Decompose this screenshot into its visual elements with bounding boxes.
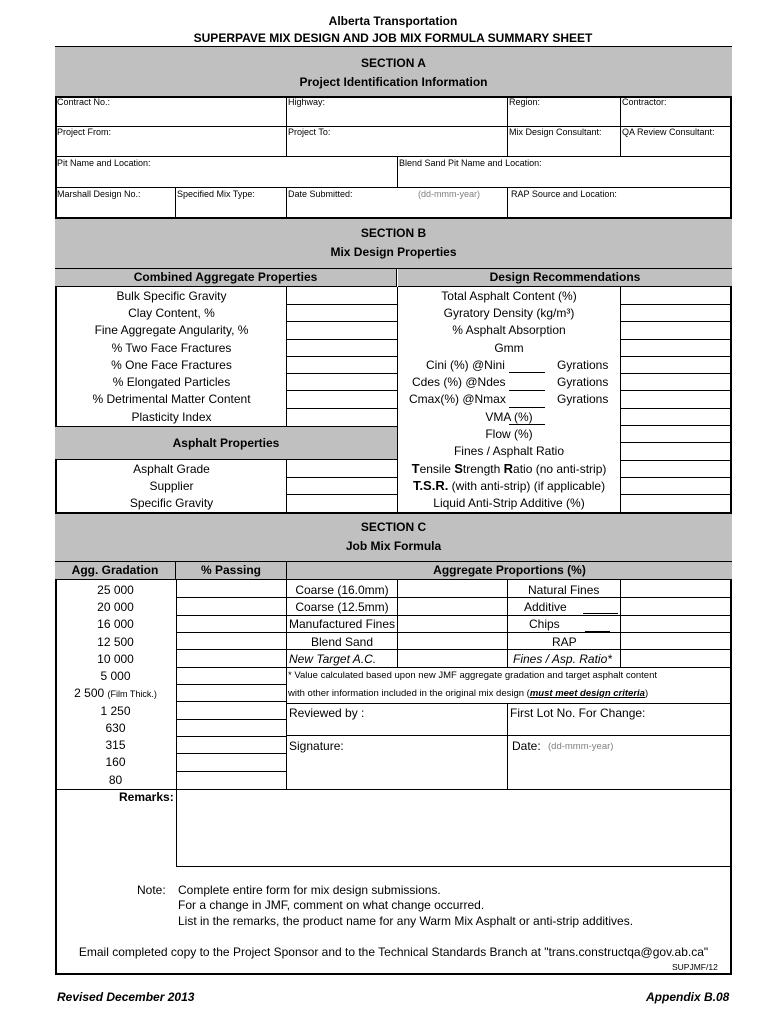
row-line	[286, 321, 397, 322]
note-line-3: List in the remarks, the product name for any Warm Mix Asphalt or anti-strip additives.	[178, 914, 634, 928]
col-line	[286, 187, 287, 218]
total-asphalt-content-label: Total Asphalt Content (%)	[441, 289, 577, 303]
row-line	[286, 494, 397, 495]
coarse-12-5mm-label: Coarse (12.5mm)	[295, 600, 389, 614]
row-line	[286, 408, 397, 409]
sieve-630: 630	[105, 721, 126, 735]
gyratory-density-label: Gyratory Density (kg/m³)	[443, 306, 575, 320]
appendix-label: Appendix B.08	[646, 990, 730, 1004]
revised-date: Revised December 2013	[57, 990, 195, 1004]
sieve-20000: 20 000	[97, 600, 134, 614]
row-line	[286, 632, 732, 633]
col-line	[286, 98, 287, 156]
chips-label: Chips	[529, 617, 560, 631]
row-line	[620, 373, 732, 374]
jmf-note-line2	[288, 688, 648, 699]
rap-label: RAP	[552, 635, 577, 649]
section-b-subtitle: Mix Design Properties	[330, 245, 457, 259]
tsr-no-antistrip-label	[398, 461, 620, 476]
fines-asphalt-ratio-label: Fines / Asphalt Ratio	[453, 444, 565, 458]
marshall-design-no-field[interactable]: Marshall Design No.:	[57, 189, 141, 199]
col-line	[620, 98, 621, 156]
row-line	[286, 703, 732, 704]
jmf-note-line1: * Value calculated based upon new JMF aggregate gradation and target asphalt content	[288, 670, 657, 681]
specific-gravity-label: Specific Gravity	[129, 496, 214, 510]
tsr-word-part: trength	[462, 462, 504, 476]
section-a-subtitle: Project Identification Information	[299, 75, 488, 89]
tsr-word-part: ensile	[419, 462, 455, 476]
row-line	[176, 649, 286, 650]
cmax-blank[interactable]	[509, 407, 545, 408]
row-line	[176, 719, 286, 720]
additive-label: Additive	[524, 600, 567, 614]
form-code: SUPJMF/12	[672, 962, 718, 972]
date-format-hint: (dd-mmm-year)	[418, 189, 480, 199]
gmm-label: Gmm	[494, 341, 524, 355]
note-line-2: For a change in JMF, comment on what change occurred.	[178, 898, 485, 912]
tsr-letter-t: T	[411, 461, 420, 476]
row-line	[620, 408, 732, 409]
jmf-note-close: )	[644, 688, 649, 699]
fines-asp-ratio-label: Fines / Asp. Ratio*	[513, 652, 612, 666]
manufactured-fines-label: Manufactured Fines	[288, 617, 396, 631]
section-a-title: SECTION A	[361, 56, 426, 70]
sieve-5000: 5 000	[100, 669, 131, 683]
two-face-fractures-label: % Two Face Fractures	[111, 341, 232, 355]
combined-aggregate-header: Combined Aggregate Properties	[55, 269, 397, 287]
bulk-specific-gravity-label: Bulk Specific Gravity	[116, 289, 227, 303]
cini-label: Cini (%) @Nini	[426, 358, 505, 372]
col-line	[507, 98, 508, 156]
sieve-12500: 12 500	[97, 635, 134, 649]
project-from-field[interactable]: Project From:	[57, 127, 112, 137]
asphalt-properties-header: Asphalt Properties	[55, 426, 397, 460]
row-line	[55, 156, 732, 157]
vma-label: VMA (%)	[485, 410, 533, 424]
row-line	[620, 460, 732, 461]
detrimental-matter-label: % Detrimental Matter Content	[92, 392, 251, 406]
org-name: Alberta Transportation	[328, 14, 458, 28]
section-c-subtitle: Job Mix Formula	[345, 539, 442, 553]
note-line-1: Complete entire form for mix design submissions.	[178, 883, 441, 897]
row-line	[286, 615, 732, 616]
row-line	[286, 735, 732, 736]
email-instruction: Email completed copy to the Project Sponsor and to the Technical Standards Branch at "trans.constructqa@gov.ab.ca"	[78, 945, 709, 959]
row-line	[176, 771, 286, 772]
contractor-field[interactable]: Contractor:	[622, 97, 667, 107]
cmax-label: Cmax(%) @Nmax	[409, 392, 506, 406]
tsr-letter-r: R	[503, 461, 514, 476]
row-line	[620, 304, 732, 305]
asphalt-grade-label: Asphalt Grade	[133, 462, 210, 476]
tsr-letter-s: S	[454, 461, 463, 476]
plasticity-index-label: Plasticity Index	[131, 410, 212, 424]
tsr-abbreviation: T.S.R.	[412, 478, 449, 493]
col-line	[620, 580, 621, 667]
row-line	[176, 632, 286, 633]
new-target-ac-label: New Target A.C.	[289, 652, 377, 666]
sieve-1250: 1 250	[100, 704, 131, 718]
jmf-note-text: with other information included in the original mix design (	[288, 688, 530, 699]
chips-blank[interactable]	[585, 631, 610, 632]
sieve-10000: 10 000	[97, 652, 134, 666]
row-line	[286, 356, 397, 357]
gyrations-label: Gyrations	[557, 392, 609, 406]
row-line	[620, 425, 732, 426]
clay-content-label: Clay Content, %	[128, 306, 215, 320]
rap-source-field[interactable]: RAP Source and Location:	[511, 189, 617, 199]
reviewed-by-field[interactable]: Reviewed by :	[289, 706, 365, 720]
natural-fines-label: Natural Fines	[528, 583, 600, 597]
project-to-field[interactable]: Project To:	[288, 127, 331, 137]
blend-sand-label: Blend Sand	[310, 635, 374, 649]
row-line	[176, 615, 286, 616]
section-c-band	[55, 514, 732, 562]
highway-field[interactable]: Highway:	[288, 97, 326, 107]
design-recommendations-header: Design Recommendations	[398, 269, 732, 287]
row-line	[55, 187, 732, 188]
sieve-25000: 25 000	[97, 583, 134, 597]
percent-passing-header: % Passing	[176, 562, 287, 580]
col-line	[507, 703, 508, 789]
date-submitted-field[interactable]: Date Submitted:	[288, 189, 353, 199]
col-line	[397, 156, 398, 187]
row-line	[176, 684, 286, 685]
remarks-box[interactable]	[176, 789, 732, 867]
additive-blank[interactable]	[583, 613, 618, 614]
specified-mix-type-field[interactable]: Specified Mix Type:	[177, 189, 255, 199]
signature-field[interactable]: Signature:	[289, 739, 344, 753]
row-line	[286, 390, 397, 391]
vma-underline	[509, 424, 545, 425]
tsr-word-part: atio (no anti-strip)	[513, 462, 607, 476]
row-line	[176, 667, 286, 668]
col-line	[175, 187, 176, 218]
mix-design-consultant-field[interactable]: Mix Design Consultant:	[509, 127, 602, 137]
row-line	[176, 736, 286, 737]
sieve-315: 315	[105, 738, 126, 752]
sieve-2500	[55, 686, 176, 700]
tsr-with-text: (with anti-strip) (if applicable)	[448, 479, 606, 493]
row-line	[286, 373, 397, 374]
tsr-with-antistrip-label	[398, 478, 620, 493]
cini-blank[interactable]	[509, 372, 545, 373]
first-lot-field[interactable]: First Lot No. For Change:	[510, 706, 646, 720]
row-line	[286, 304, 397, 305]
form-title: SUPERPAVE MIX DESIGN AND JOB MIX FORMULA SUMMARY SHEET	[193, 31, 593, 45]
sieve-160: 160	[105, 755, 126, 769]
qa-review-consultant-field[interactable]: QA Review Consultant:	[622, 127, 715, 137]
gyrations-label: Gyrations	[557, 375, 609, 389]
row-line	[620, 494, 732, 495]
sieve-80: 80	[108, 773, 123, 787]
pit-name-field[interactable]: Pit Name and Location:	[57, 158, 151, 168]
flow-label: Flow (%)	[485, 427, 533, 441]
row-line	[620, 390, 732, 391]
section-a-band	[55, 47, 732, 98]
gyrations-label: Gyrations	[557, 358, 609, 372]
sieve-16000: 16 000	[97, 617, 134, 631]
blend-sand-pit-field[interactable]: Blend Sand Pit Name and Location:	[399, 158, 542, 168]
one-face-fractures-label: % One Face Fractures	[111, 358, 232, 372]
contract-no-field[interactable]: Contract No.:	[57, 97, 111, 107]
section-b-band	[55, 219, 732, 269]
remarks-label: Remarks:	[119, 790, 174, 804]
col-line	[397, 580, 398, 667]
note-label: Note:	[137, 883, 166, 897]
design-criteria-emphasis: must meet design criteria	[529, 688, 645, 699]
row-line	[620, 477, 732, 478]
supplier-label: Supplier	[149, 479, 194, 493]
coarse-16mm-label: Coarse (16.0mm)	[295, 583, 389, 597]
row-line	[620, 321, 732, 322]
aggregate-proportions-header: Aggregate Proportions (%)	[287, 562, 732, 580]
region-field[interactable]: Region:	[509, 97, 541, 107]
section-b-title: SECTION B	[360, 226, 427, 240]
agg-gradation-header: Agg. Gradation	[55, 562, 176, 580]
row-line	[620, 442, 732, 443]
row-line	[620, 339, 732, 340]
film-thick-note: (Film Thick.)	[107, 689, 157, 699]
asphalt-input-column	[286, 460, 397, 513]
row-line	[286, 667, 732, 668]
date-field[interactable]: Date:	[512, 739, 541, 753]
row-line	[176, 597, 286, 598]
row-line	[286, 649, 732, 650]
row-line	[620, 356, 732, 357]
date-format-hint: (dd-mmm-year)	[548, 741, 614, 752]
sieve-2500-value: 2 500	[74, 686, 105, 700]
row-line	[176, 701, 286, 702]
row-line	[176, 753, 286, 754]
fine-aggregate-angularity-label: Fine Aggregate Angularity, %	[94, 323, 249, 337]
row-line	[286, 597, 732, 598]
col-line	[507, 580, 508, 667]
liquid-antistrip-label: Liquid Anti-Strip Additive (%)	[433, 496, 585, 510]
cdes-blank[interactable]	[509, 390, 545, 391]
asphalt-absorption-label: % Asphalt Absorption	[452, 323, 566, 337]
row-line	[286, 477, 397, 478]
row-line	[286, 339, 397, 340]
elongated-particles-label: % Elongated Particles	[112, 375, 231, 389]
cdes-label: Cdes (%) @Ndes	[412, 375, 506, 389]
section-c-title: SECTION C	[360, 520, 427, 534]
col-line	[507, 187, 508, 218]
